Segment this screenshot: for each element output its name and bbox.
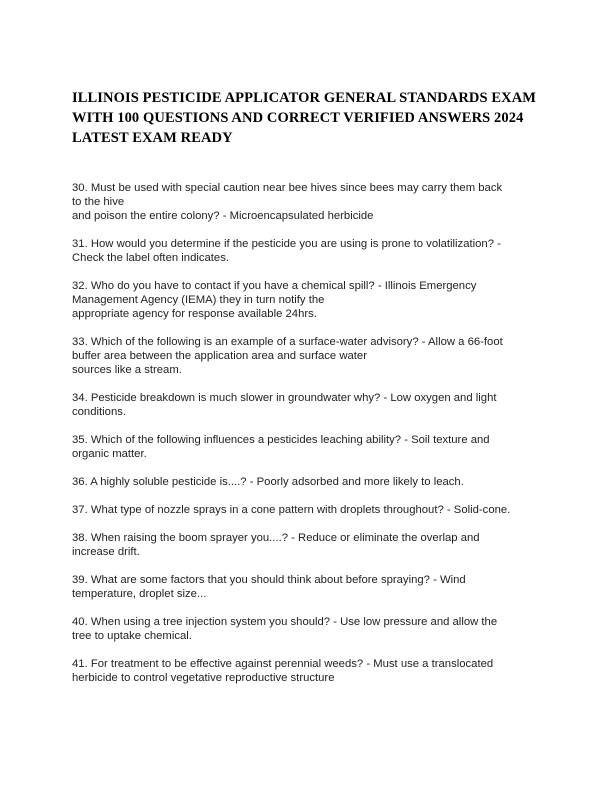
question-item [72,279,542,321]
question-item [72,391,542,419]
question-text-line: buffer area between the application area and surface water [72,350,367,362]
question-text-line: 41. For treatment to be effective against perennial weeds? - Must use a translocated [72,658,494,670]
question-text-line: 30. Must be used with special caution near bee hives since bees may carry them back [72,182,503,194]
question-text-line: 35. Which of the following influences a pesticides leaching ability? - Soil texture and [72,434,490,446]
question-text-line: Management Agency (IEMA) they in turn notify the [72,294,325,306]
question-text-line: sources like a stream. [72,364,182,376]
page-title: ILLINOIS PESTICIDE APPLICATOR GENERAL STANDARDS EXAM WITH 100 QUESTIONS AND CORRECT VERIFIED ANSWERS 2024 LATEST EXAM READY [72,90,537,146]
question-text-line: 36. A highly soluble pesticide is....? - Poorly adsorbed and more likely to leach. [72,476,464,488]
question-text-line: conditions. [72,406,127,418]
question-text-line: 39. What are some factors that you should think about before spraying? - Wind [72,574,466,586]
question-item [72,433,542,461]
question-item [72,335,542,377]
question-text-line: 31. How would you determine if the pesticide you are using is prone to volatilization? - [72,238,501,250]
question-text-line: 32. Who do you have to contact if you have a chemical spill? - Illinois Emergency [72,280,477,292]
question-item [72,503,542,517]
question-answer-list [72,181,542,699]
question-text-line: herbicide to control vegetative reproductive structure [72,672,335,684]
question-text-line: appropriate agency for response available 24hrs. [72,308,317,320]
question-text-line: 40. When using a tree injection system you should? - Use low pressure and allow the [72,616,498,628]
question-text-line: 33. Which of the following is an example of a surface-water advisory? - Allow a 66-foot [72,336,503,348]
question-text-line: to the hive [72,196,125,208]
question-item [72,531,542,559]
question-item [72,615,542,643]
question-item [72,573,542,601]
question-item [72,657,542,685]
question-text-line: 38. When raising the boom sprayer you....? - Reduce or eliminate the overlap and [72,532,480,544]
question-item [72,475,542,489]
question-item [72,237,542,265]
question-text-line: tree to uptake chemical. [72,630,192,642]
question-item [72,181,542,223]
question-text-line: 37. What type of nozzle sprays in a cone pattern with droplets throughout? - Solid-cone. [72,504,511,516]
question-text-line: temperature, droplet size... [72,588,207,600]
question-text-line: 34. Pesticide breakdown is much slower in groundwater why? - Low oxygen and light [72,392,497,404]
question-text-line: and poison the entire colony? - Microencapsulated herbicide [72,210,374,222]
question-text-line: organic matter. [72,448,147,460]
question-text-line: increase drift. [72,546,140,558]
question-text-line: Check the label often indicates. [72,252,229,264]
